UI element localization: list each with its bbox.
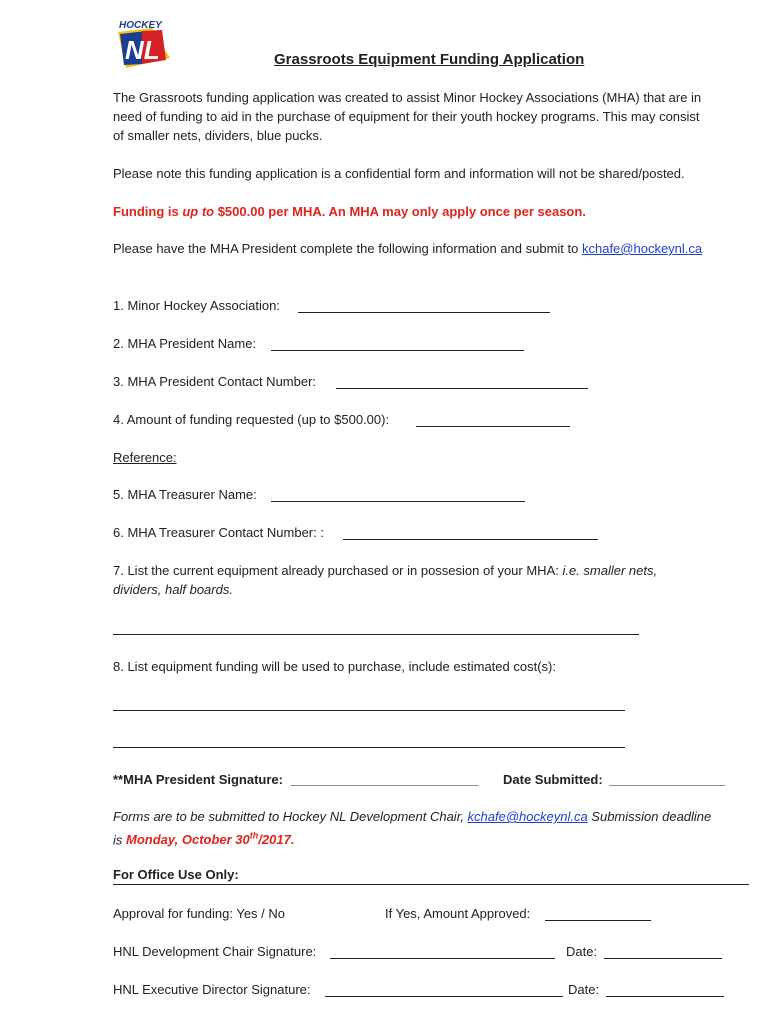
q5-field[interactable]	[271, 501, 525, 502]
date-submitted-field[interactable]: ________________	[609, 772, 725, 787]
president-signature-row	[113, 770, 479, 789]
amount-approved-field[interactable]	[545, 920, 651, 921]
exec-director-signature-label: HNL Executive Director Signature:	[113, 982, 311, 997]
q7-line-2: dividers, half boards.	[113, 582, 233, 597]
dev-chair-date-field[interactable]	[604, 958, 722, 959]
q8-label: 8. List equipment funding will be used to purchase, include estimated cost(s):	[113, 659, 556, 674]
deadline-text-after: Submission deadline	[587, 809, 712, 824]
submit-note-text: Please have the MHA President complete the following information and submit to	[113, 241, 582, 256]
dev-chair-signature-label: HNL Development Chair Signature:	[113, 944, 317, 959]
logo-big-text: NL	[125, 35, 160, 65]
date-submitted-label: Date Submitted:	[503, 772, 603, 787]
president-signature-field[interactable]: __________________________	[290, 772, 479, 787]
hockey-nl-logo	[112, 18, 174, 70]
deadline-date-end: /2017.	[258, 832, 295, 848]
deadline-text: Forms are to be submitted to Hockey NL Development Chair,	[113, 809, 468, 824]
q8-field-1[interactable]	[113, 710, 625, 711]
intro-line-1: The Grassroots funding application was created to assist Minor Hockey Associations (MHA) that are in	[113, 90, 702, 105]
dev-chair-date-label: Date:	[566, 944, 598, 959]
exec-director-date-label: Date:	[568, 982, 600, 997]
logo-graphic	[112, 18, 174, 70]
submit-email-link[interactable]: kchafe@hockeynl.ca	[581, 241, 703, 256]
q7-text: 7. List the current equipment already purchased or in possesion of your MHA:	[113, 563, 563, 578]
intro-line-3: of smaller nets, dividers, blue pucks.	[113, 128, 323, 143]
office-use-divider	[113, 884, 749, 885]
q3-field[interactable]	[336, 388, 588, 389]
q5-label: 5. MHA Treasurer Name:	[113, 487, 257, 502]
intro-line-2: need of funding to aid in the purchase of equipment for their youth hockey programs. This may consist	[113, 109, 700, 124]
submit-note	[113, 239, 702, 258]
logo-small-text: HOCKEY	[119, 20, 162, 31]
q1-field[interactable]	[298, 312, 550, 313]
q2-label: 2. MHA President Name:	[113, 336, 257, 351]
funding-note-upto: up to	[182, 204, 215, 219]
deadline-date-sup: th	[249, 831, 259, 841]
dev-chair-signature-field[interactable]	[330, 958, 555, 959]
funding-note	[113, 202, 586, 221]
q3-label: 3. MHA President Contact Number:	[113, 374, 317, 389]
q6-label: 6. MHA Treasurer Contact Number: :	[113, 525, 324, 540]
q7-line-1	[113, 561, 657, 580]
deadline-date-main: Monday, October 30	[126, 832, 250, 848]
q4-label: 4. Amount of funding requested (up to $500.00):	[113, 412, 390, 427]
president-signature-label: **MHA President Signature:	[113, 772, 283, 787]
q1-label: 1. Minor Hockey Association:	[113, 298, 280, 313]
exec-director-date-field[interactable]	[606, 996, 724, 997]
date-submitted-row	[503, 770, 725, 789]
page-title: Grassroots Equipment Funding Application	[274, 51, 585, 68]
q6-field[interactable]	[343, 539, 598, 540]
amount-approved-label: If Yes, Amount Approved:	[385, 906, 531, 921]
deadline-line-1	[113, 807, 711, 826]
q7-example: i.e. smaller nets,	[562, 563, 658, 578]
approval-label: Approval for funding: Yes / No	[113, 906, 286, 921]
q2-field[interactable]	[271, 350, 524, 351]
q8-field-2[interactable]	[113, 747, 625, 748]
deadline-email-link[interactable]: kchafe@hockeynl.ca	[467, 809, 588, 824]
funding-note-part1: Funding is	[113, 204, 183, 219]
exec-director-signature-field[interactable]	[325, 996, 563, 997]
office-use-heading: For Office Use Only:	[113, 867, 239, 882]
deadline-is: is	[113, 832, 126, 848]
q7-field[interactable]	[113, 634, 639, 635]
q4-field[interactable]	[416, 426, 570, 427]
deadline-line-2	[113, 827, 294, 849]
deadline-date	[126, 832, 294, 847]
reference-heading: Reference:	[113, 450, 177, 465]
confidential-note: Please note this funding application is a confidential form and information will not be shared/posted.	[113, 166, 685, 181]
funding-note-part3: $500.00 per MHA. An MHA may only apply once per season.	[214, 204, 586, 219]
